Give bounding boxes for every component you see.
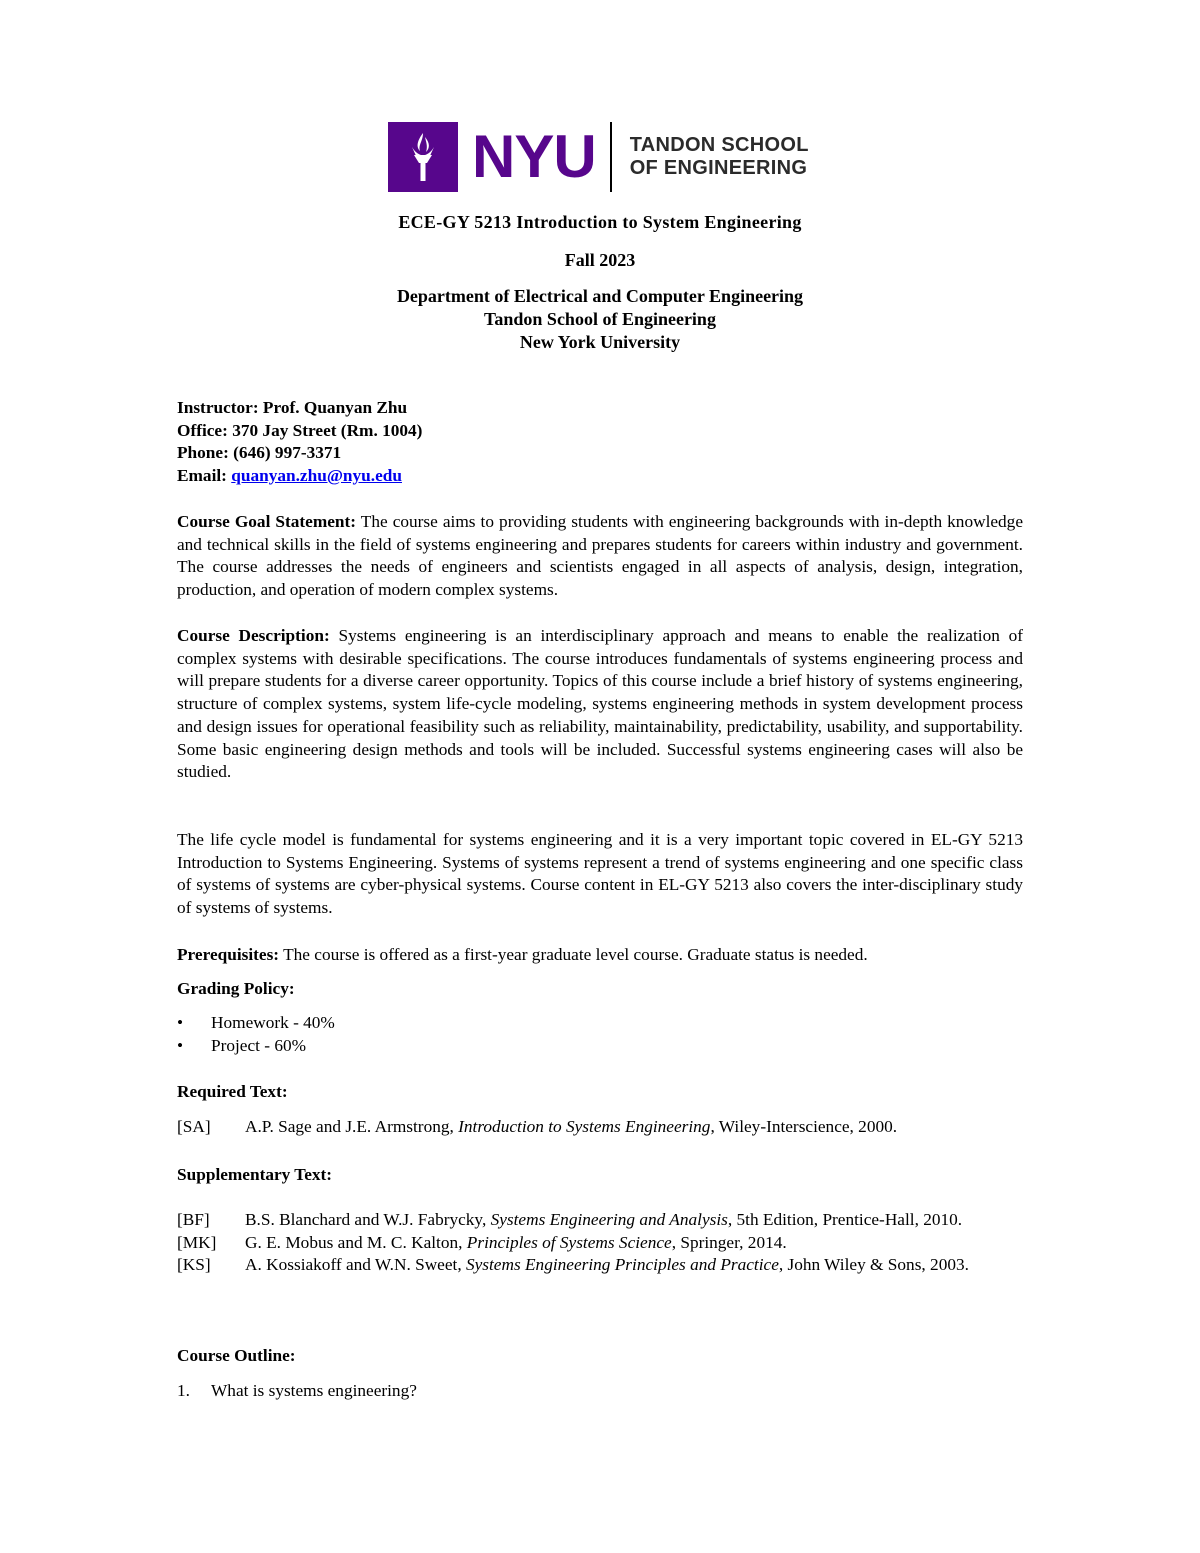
university-name: New York University xyxy=(519,332,681,352)
grading-heading: Grading Policy: xyxy=(177,979,295,998)
reference-rest: , Wiley-Interscience, 2000. xyxy=(710,1117,898,1136)
phone-line xyxy=(177,442,1023,465)
reference-item xyxy=(177,1232,1023,1255)
reference-item xyxy=(177,1116,1023,1139)
office-label: Office: xyxy=(177,420,228,440)
torch-icon xyxy=(388,122,458,192)
email-line xyxy=(177,465,1023,488)
prerequisites-label: Prerequisites: xyxy=(177,945,280,964)
reference-body xyxy=(245,1209,1023,1232)
school-name: Tandon School of Engineering xyxy=(484,309,716,329)
reference-item xyxy=(177,1209,1023,1232)
course-outline-list xyxy=(177,1380,1023,1403)
instructor-name: Prof. Quanyan Zhu xyxy=(262,398,408,417)
required-text-heading: Required Text: xyxy=(177,1082,288,1101)
nyu-wordmark: NYU xyxy=(472,123,596,190)
description-label: Course Description: xyxy=(177,626,330,645)
goal-text: The course aims to providing students with engineering backgrounds with in-depth knowledge and technical skills in the field of systems engineering and prepares students for careers within industry and government. The course addresses the needs of engineers and scientists engaged in all aspects of analysis, design, integration, production, and operation of modern complex systems. xyxy=(177,512,1023,600)
grading-list xyxy=(177,1012,1023,1057)
reference-tag: [MK] xyxy=(177,1232,217,1252)
list-item xyxy=(177,1380,1023,1403)
department-name: Department of Electrical and Computer Engineering xyxy=(396,286,804,306)
required-text-list xyxy=(177,1116,1023,1139)
prerequisites-text: The course is offered as a first-year graduate level course. Graduate status is needed. xyxy=(283,945,868,964)
goal-label: Course Goal Statement: xyxy=(177,512,357,531)
office-value: 370 Jay Street (Rm. 1004) xyxy=(232,420,423,440)
reference-authors: A. Kossiakoff and W.N. Sweet, xyxy=(245,1255,466,1275)
instructor-label: Instructor: xyxy=(177,398,259,417)
course-title: ECE-GY 5213 Introduction to System Engineering xyxy=(398,212,802,232)
department-block xyxy=(0,285,1200,354)
reference-body xyxy=(245,1254,1023,1277)
reference-authors: B.S. Blanchard and W.J. Fabrycky, xyxy=(245,1210,491,1229)
school-wordmark xyxy=(630,134,809,180)
reference-item xyxy=(177,1254,1023,1277)
reference-authors: G. E. Mobus and M. C. Kalton, xyxy=(245,1232,467,1252)
description-text: Systems engineering is an interdisciplinary approach and means to enable the realization of complex systems with desirable specifications. The course introduces fundamentals of systems engineering process and will prepare students for a diverse career opportunity. Topics of this course include a brief history of systems engineering, structure of complex systems, system life-cycle modeling, systems engineering methods in system development process and design issues for operational feasibility such as reliability, maintainability, predictability, usability, and supportability. Some basic engineering design methods and tools will be included. Successful systems engineering cases will also be studied. xyxy=(177,626,1023,782)
reference-body xyxy=(245,1232,1023,1255)
phone-value: (646) 997-3371 xyxy=(233,443,342,463)
reference-tag: [BF] xyxy=(177,1210,210,1229)
list-item: • Homework - 40% xyxy=(177,1012,1023,1035)
school-line-1: TANDON SCHOOL xyxy=(629,134,809,156)
reference-tag: [SA] xyxy=(177,1117,211,1136)
reference-rest: , 5th Edition, Prentice-Hall, 2010. xyxy=(727,1210,963,1229)
supplementary-text-list xyxy=(177,1209,1023,1277)
lifecycle-paragraph: The life cycle model is fundamental for systems engineering and it is a very important topic covered in EL-GY 5213 Introduction to Systems Engineering. Systems of systems represent a trend of systems engineering and one specific class of systems of systems are cyber-physical systems. Course content in EL-GY 5213 also covers the inter-disciplinary study of systems of systems. xyxy=(177,830,1023,918)
list-item: • Project - 60% xyxy=(177,1035,1023,1058)
reference-rest: , Springer, 2014. xyxy=(671,1232,787,1252)
course-outline-heading: Course Outline: xyxy=(177,1346,296,1365)
prerequisites xyxy=(177,944,1023,967)
email-label: Email: xyxy=(177,466,227,486)
course-term: Fall 2023 xyxy=(564,250,636,270)
reference-title: Introduction to Systems Engineering xyxy=(458,1117,711,1136)
course-goal xyxy=(177,511,1023,602)
school-line-2: OF ENGINEERING xyxy=(629,157,808,179)
instructor-line xyxy=(177,397,1023,420)
reference-title: Systems Engineering Principles and Practice xyxy=(465,1255,779,1275)
office-line xyxy=(177,420,1023,443)
reference-authors: A.P. Sage and J.E. Armstrong, xyxy=(245,1117,459,1136)
logo-divider xyxy=(610,122,612,192)
phone-label: Phone: xyxy=(177,443,229,463)
reference-body xyxy=(245,1116,1023,1139)
supplementary-text-heading: Supplementary Text: xyxy=(177,1165,333,1184)
outline-text: What is systems engineering? xyxy=(211,1381,417,1400)
reference-tag: [KS] xyxy=(177,1255,211,1275)
outline-number: 1. xyxy=(177,1381,190,1400)
reference-title: Principles of Systems Science xyxy=(466,1232,672,1252)
email-link[interactable]: quanyan.zhu@nyu.edu xyxy=(231,466,402,486)
course-description xyxy=(177,625,1023,784)
reference-title: Systems Engineering and Analysis xyxy=(490,1210,728,1229)
nyu-tandon-logo xyxy=(388,122,809,192)
instructor-contact xyxy=(177,397,1023,488)
reference-rest: , John Wiley & Sons, 2003. xyxy=(778,1255,969,1275)
